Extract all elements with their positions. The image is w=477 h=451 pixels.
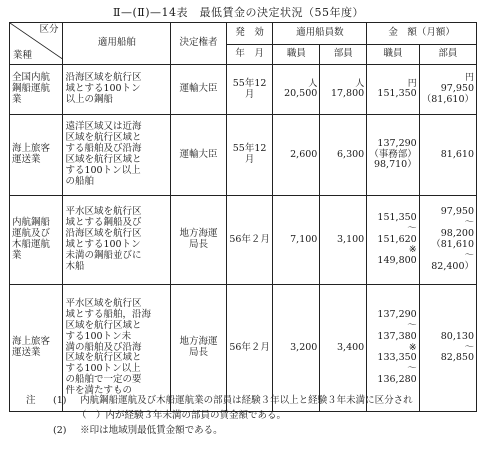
cell-line: ※ [408,341,417,353]
cell-line: 地方海運 [179,228,218,240]
cell-line: 木船 [65,260,85,272]
cell-line: 局長 [189,239,209,250]
header-crew-sailor: 部員 [320,45,367,65]
cell-line: 98,200 [440,228,474,240]
table-title: Ⅱ—(Ⅱ)—14表 最低賃金の決定状況（55年度） [112,6,365,19]
unit-person: 人 [355,78,365,89]
cell-line: 81,610 [440,148,474,160]
row-amount-sailor [419,285,476,412]
header-crew: 適用船員数 [273,23,367,45]
row-crew-sailor: 3,100 [320,196,367,285]
cell-line: 区域を航行区域と [65,319,142,331]
cell-line: する100トン未 [65,330,132,342]
header-amount-sailor: 部員 [419,45,476,65]
cell-line: 136,280 [377,374,417,386]
cell-line: 海上旅客 [12,143,51,155]
corner-label-category: 区分 [39,24,59,35]
row-effective: 56年２月 [226,285,273,412]
cell-line: 鋼船運航 [12,83,51,95]
cell-line: 内航鋼船 [12,217,51,229]
row-amount-officer [367,196,420,285]
row-crew-officer: 2,600 [273,115,320,196]
cell-line: 82,850 [440,352,474,364]
cell-line: 区域を航行区域と [65,132,142,144]
row-crew-officer: 7,100 [273,196,320,285]
cell-line: する100トン以上 [65,164,141,176]
notes-label: 注 [26,395,36,406]
cell-line: ※ [408,244,417,256]
cell-line: 137,380 [377,330,417,342]
cell-line: 業 [12,249,22,261]
cell-line: 82,400） [431,260,474,272]
cell-line: 151,350 [377,211,417,223]
row-effective: 56年２月 [226,196,273,285]
cell-line: 運輸大臣 [179,148,218,160]
unit-person: 人 [308,78,318,89]
cell-line: （事務部） [369,148,417,160]
cell-line: 運航及び [12,228,51,240]
cell-line: ～ [464,341,474,353]
table-row [10,115,477,196]
table-row [10,65,477,115]
row-amount-officer [367,65,420,115]
footnote-2-text: ※印は地域別最低賃金額である。 [80,425,223,436]
corner-label-industry: 業種 [13,50,33,62]
corner-header-cell [10,23,63,65]
footnote-1-line1: 内航鋼船運航及び木船運航業の部員は経験３年以上と経験３年未満に区分され [80,395,413,406]
footnotes [26,393,413,438]
cell-line: 件を満たすもの [65,385,132,397]
cell-line: 地方海運 [179,336,218,348]
cell-line: 局長 [189,347,209,358]
row-effective: 55年12月 [226,65,273,115]
row-amount-sailor [419,115,476,196]
cell-line: 沿海区域を航行区 [65,228,142,240]
row-route [63,65,171,115]
cell-line: ～ [407,363,417,375]
footnote-1-line2: （ ）内が経験３年未満の部員の賃金額である。 [77,410,287,421]
cell-line: 業 [12,93,22,105]
header-effective-top: 発 効 [226,23,273,45]
cell-line: の船舶で一定の要 [65,374,142,386]
cell-line: の船舶 [65,175,94,187]
cell-line: 沿海区域を航行区 [65,72,142,84]
cell-line: する船舶及び沿海 [65,143,142,155]
footnote-2 [26,423,413,438]
row-crew-officer: 人 20,500 [273,65,320,115]
header-decider: 決定権者 [171,23,226,65]
cell-line: 未満の鋼船並びに [65,249,142,261]
cell-line: ～ [464,249,474,261]
row-category [10,115,63,196]
row-route [63,115,171,196]
row-crew-sailor: 6,300 [320,115,367,196]
row-amount-sailor [419,196,476,285]
cell-line: 137,290 [377,308,417,320]
cell-line: 遠洋区域又は近海 [65,121,142,133]
cell-line: 151,350 [377,88,417,100]
unit-yen: 円 [464,73,474,84]
cell-line: 域とする鋼船及び [65,217,142,229]
cell-line: 海上旅客 [12,336,51,348]
cell-line: 木船運航 [12,239,51,250]
cell-line: 区域を航行区域と [65,154,142,165]
minimum-wage-table [9,22,477,412]
cell-line: 域とする100トン [65,83,141,95]
row-category [10,65,63,115]
cell-line: 域とする100トン [65,239,141,250]
row-crew-officer: 3,200 [273,285,320,412]
unit-yen: 円 [407,78,417,89]
row-amount-officer [367,115,420,196]
header-route: 適用船舶 [63,23,171,65]
cell-line: ～ [407,319,417,331]
table-row [10,196,477,285]
cell-line: 149,800 [377,255,417,267]
cell-line: ～ [407,222,417,234]
cell-line: 97,950 [440,82,474,94]
cell-line: 運輸大臣 [179,83,218,95]
cell-line: 平水区域を航行区 [65,206,142,218]
header-amount-officer: 職員 [367,45,420,65]
cell-line: 151,620 [377,233,417,245]
row-amount-sailor [419,65,476,115]
cell-line: 域とする船舶，沿海 [65,308,151,320]
row-crew-sailor: 3,400 [320,285,367,412]
cell-line: 全国内航 [12,72,51,84]
row-decider [171,115,226,196]
cell-line: 以上の鋼船 [65,93,113,105]
cell-line: 平水区域を航行区 [65,297,142,309]
cell-line: 137,290 [377,137,417,149]
cell-line: 97,950 [440,206,474,218]
cell-line: 133,350 [377,352,417,364]
cell-line: 運送業 [12,154,41,165]
footnote-1-mark: (1) [53,395,67,406]
cell-line: する100トン以上 [65,363,141,375]
footnote-2-mark: (2) [53,425,67,436]
row-effective: 55年12月 [226,115,273,196]
cell-line: 運送業 [12,347,41,358]
cell-line: ～ [464,217,474,229]
header-crew-officer: 職員 [273,45,320,65]
row-category [10,196,63,285]
row-decider [171,65,226,115]
row-route [63,196,171,285]
cell-line: （81,610 [431,239,474,250]
footnote-1 [26,393,413,408]
header-amount: 金 額（月額） [367,23,477,45]
row-decider [171,196,226,285]
row-crew-sailor: 人 17,800 [320,65,367,115]
cell-line: 80,130 [440,330,474,342]
header-effective-bottom: 年 月 [226,45,273,65]
cell-line: 区域を航行区域と [65,352,142,364]
cell-line: 満の船舶及び沿海 [65,341,142,353]
cell-line: （81,610） [421,93,474,105]
cell-line: 98,710） [373,159,417,171]
